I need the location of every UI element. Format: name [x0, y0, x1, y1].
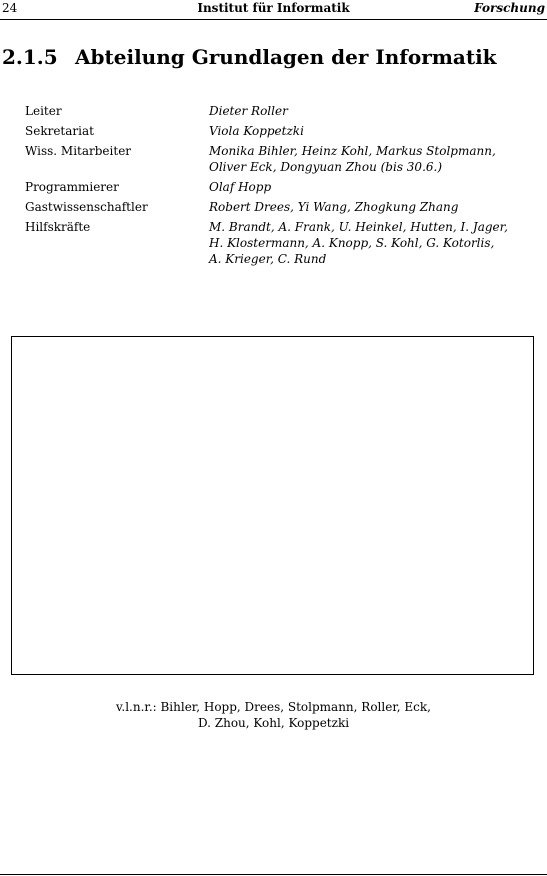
caption-line: D. Zhou, Kohl, Koppetzki [197, 716, 350, 730]
staff-name-line: M. Brandt, A. Frank, U. Heinkel, Hutten, I. Jager, [209, 220, 508, 234]
staff-row [25, 199, 545, 215]
staff-row [25, 123, 545, 139]
page-number: 24 [2, 1, 18, 15]
running-title: Institut für Informatik [197, 1, 350, 15]
staff-row [25, 143, 545, 175]
staff-role: Leiter [25, 104, 62, 118]
staff-name-line: A. Krieger, C. Rund [209, 252, 327, 266]
staff-name-line: Viola Koppetzki [209, 124, 304, 138]
staff-names [209, 179, 545, 195]
caption-line: v.l.n.r.: Bihler, Hopp, Drees, Stolpmann, Roller, Eck, [116, 700, 431, 714]
staff-names [209, 199, 545, 215]
staff-name-line: Robert Drees, Yi Wang, Zhogkung Zhang [209, 200, 459, 214]
staff-name-line: Dieter Roller [209, 104, 288, 118]
staff-row [25, 103, 545, 119]
staff-role: Sekretariat [25, 124, 94, 138]
staff-role: Programmierer [25, 180, 119, 194]
staff-role: Hilfskräfte [25, 220, 91, 234]
section-title: Abteilung Grundlagen der Informatik [75, 45, 497, 69]
staff-role: Wiss. Mitarbeiter [25, 144, 132, 158]
staff-name-line: Oliver Eck, Dongyuan Zhou (bis 30.6.) [209, 160, 443, 174]
staff-names [209, 103, 545, 119]
header-rule [0, 19, 547, 20]
staff-row [25, 179, 545, 195]
footer-rule [0, 874, 547, 875]
staff-name-line: H. Klostermann, A. Knopp, S. Kohl, G. Kotorlis, [209, 236, 495, 250]
staff-row [25, 219, 545, 267]
staff-name-line: Monika Bihler, Heinz Kohl, Markus Stolpmann, [209, 144, 496, 158]
staff-role: Gastwissenschaftler [25, 200, 148, 214]
staff-name-line: Olaf Hopp [209, 180, 272, 194]
photo-caption [0, 699, 547, 731]
staff-names [209, 123, 545, 139]
section-number: 2.1.5 [2, 45, 58, 69]
staff-names [209, 219, 545, 267]
staff-names [209, 143, 545, 175]
group-photo-placeholder [11, 336, 534, 675]
staff-list [25, 103, 545, 271]
section-heading [2, 45, 497, 69]
section-label: Forschung [474, 1, 545, 15]
